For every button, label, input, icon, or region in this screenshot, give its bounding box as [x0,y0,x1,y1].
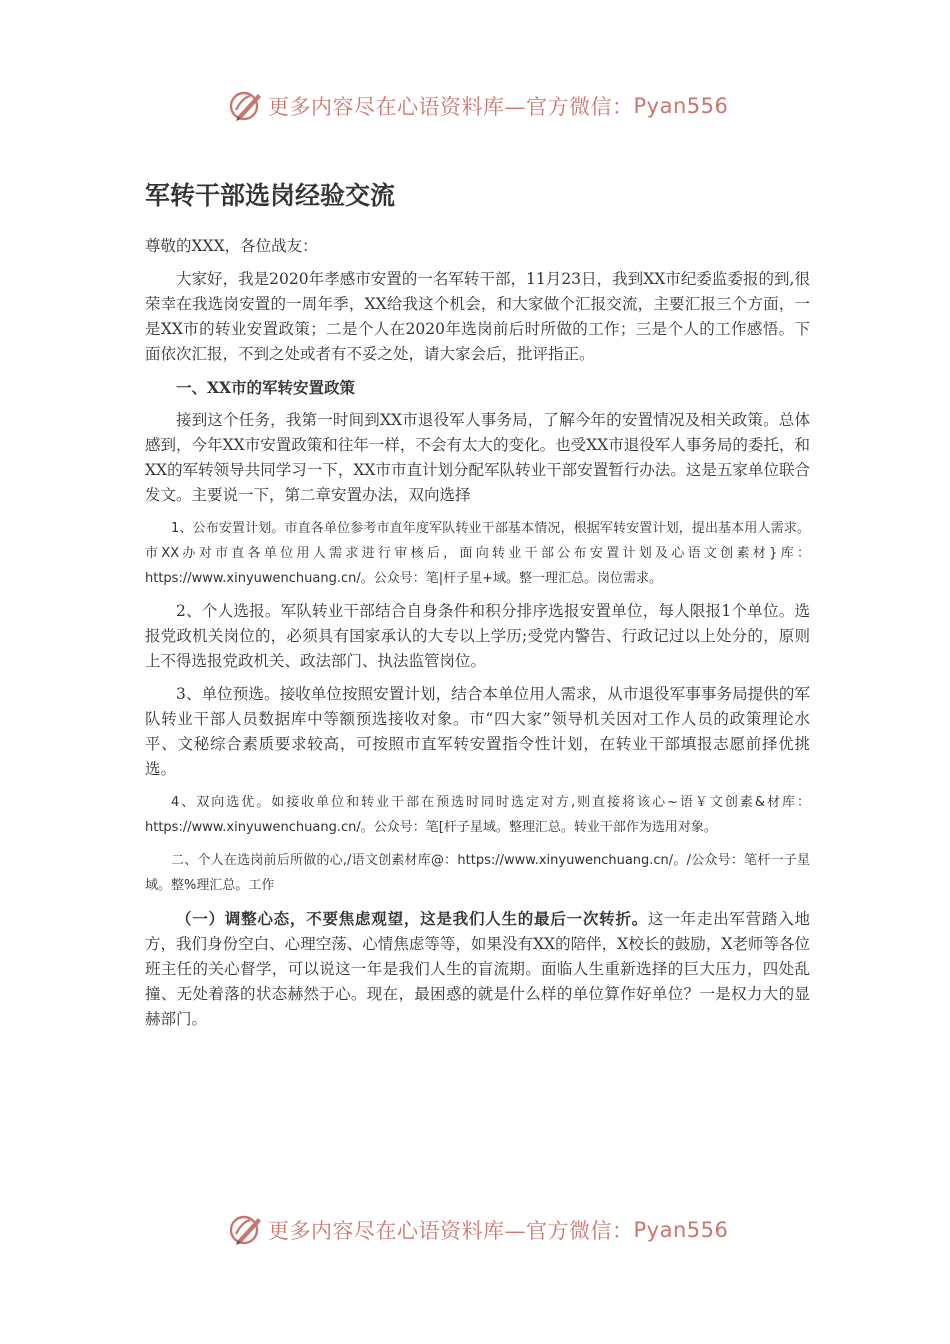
banner-wechat-id: Pyan556 [633,94,729,118]
subsection1-heading: （一）调整心态，不要焦虑观望，这是我们人生的最后一次转折。 [176,909,648,928]
section1-paragraph: 接到这个任务，我第一时间到XX市退役军人事务局，了解今年的安置情况及相关政策。总体感到，今年XX市安置政策和往年一样，不会有太大的变化。也受XX市退役军人事务局的委托，和XX的军转领导共同学习一下，XX市市直计划分配军队转业干部安置暂行办法。这是五家单位联合发文。主要说一下，第二章安置办法，双向选择 [145,411,810,504]
salutation: 尊敬的XXX，各位战友： [145,237,318,255]
header-banner [228,86,748,126]
footer-banner [228,1210,748,1250]
item-4: 4、双向选优。如接收单位和转业干部在预选时同时选定对方,则直接将该心~语￥文创素&材库：https://www.xinyuwenchuang.cn/。公众号：笔[杆子星域。整理汇总。转业干部作为选用对象。 [145,795,810,835]
document-title: 军转干部选岗经验交流 [145,181,396,210]
document-body [145,178,810,1040]
subsection1-body: 这一年走出军营踏入地方，我们身份空白、心理空荡、心情焦虑等等，如果没有XX的陪伴，X校长的鼓励，X老师等各位班主任的关心督学，可以说这一年是我们人生的盲流期。面临人生重新选择的巨大压力，四处乱撞、无处着落的状态赫然于心。现在，最困惑的就是什么样的单位算作好单位？一是权力大的显赫部门。 [145,910,810,1028]
item-1: 1、公布安置计划。市直各单位参考市直年度军队转业干部基本情况，根据军转安置计划，提出基本用人需求。市XX办对市直各单位用人需求进行审核后，面向转业干部公布安置计划及心语文创素材}库：https://www.xinyuwenchuang.cn/。公众号：笔|杆子星+域。整一理汇总。岗位需求。 [145,521,810,586]
section1-heading: 一、XX市的军转安置政策 [176,378,356,397]
item-2: 2、个人选报。军队转业干部结合自身条件和积分排序选报安置单位，每人限报1个单位。选报党政机关岗位的，必须具有国家承认的大专以上学历;受党内警告、行政记过以上处分的，原则上不得选报党政机关、政法部门、执法监管岗位。 [145,602,810,670]
banner-wechat-id: Pyan556 [633,1218,729,1242]
banner-text: 更多内容尽在心语资料库—官方微信： [268,1219,634,1243]
pen-logo-icon [228,88,264,124]
banner-text: 更多内容尽在心语资料库—官方微信： [268,95,634,119]
intro-paragraph: 大家好，我是2020年孝感市安置的一名军转干部，11月23日，我到XX市纪委监委报的到,很荣幸在我选岗安置的一周年季，XX给我这个机会，和大家做个汇报交流，主要汇报三个方面，一是XX市的转业安置政策；二是个人在2020年选岗前后时所做的工作；三是个人的工作感悟。下面依次汇报，不到之处或者有不妥之处，请大家会后，批评指正。 [145,270,810,363]
subsection1-paragraph [145,906,810,1032]
pen-logo-icon [228,1212,264,1248]
section2-line: 二、个人在选岗前后所做的心,/语文创素材库@：https://www.xinyuwenchuang.cn/。/公众号：笔杆一子星域。整%理汇总。工作 [145,853,810,893]
item-3: 3、单位预选。接收单位按照安置计划，结合本单位用人需求，从市退役军事事务局提供的军队转业干部人员数据库中等额预选接收对象。市“四大家”领导机关因对工作人员的政策理论水平、文秘综合素质要求较高，可按照市直军转安置指令性计划，在转业干部填报志愿前择优挑选。 [145,685,810,778]
